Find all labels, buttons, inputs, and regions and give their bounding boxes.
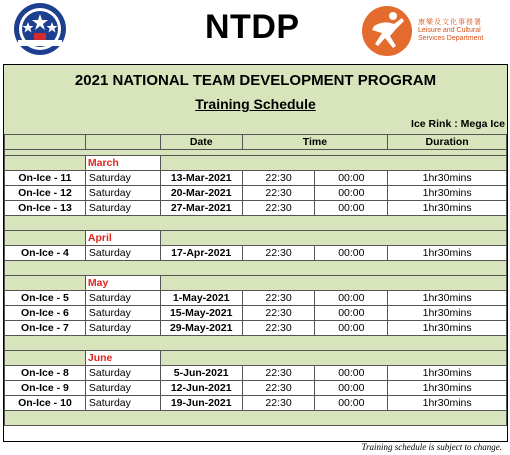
table-row: On-Ice - 11 Saturday 13-Mar-2021 22:30 00:00 1hr30mins	[5, 171, 507, 186]
month-row-april	[5, 231, 507, 246]
month-row-may	[5, 276, 507, 291]
brand-title: NTDP	[205, 8, 300, 46]
table-row: On-Ice - 13 Saturday 27-Mar-2021 22:30 00:00 1hr30mins	[5, 201, 507, 216]
table-row: On-Ice - 8 Saturday 5-Jun-2021 22:30 00:00 1hr30mins	[5, 366, 507, 381]
month-label: June	[85, 351, 160, 366]
month-row-june	[5, 351, 507, 366]
schedule-footnote: Training schedule is subject to change.	[361, 442, 502, 452]
schedule-sheet	[3, 64, 508, 442]
month-label: April	[85, 231, 160, 246]
month-label: March	[85, 156, 160, 171]
table-row: On-Ice - 5 Saturday 1-May-2021 22:30 00:00 1hr30mins	[5, 291, 507, 306]
month-label: May	[85, 276, 160, 291]
lcsd-figure-icon	[360, 2, 414, 60]
program-title: 2021 NATIONAL TEAM DEVELOPMENT PROGRAM	[74, 72, 437, 89]
lcsd-logo	[360, 2, 508, 60]
spacer-row	[5, 411, 507, 426]
schedule-table	[4, 134, 507, 426]
lcsd-name: 康樂及文化事務署 Leisure and Cultural Services Department	[418, 19, 484, 42]
ice-rink-label: Ice Rink : Mega Ice	[411, 118, 505, 130]
title-band	[4, 65, 507, 135]
table-row: On-Ice - 6 Saturday 15-May-2021 22:30 00:00 1hr30mins	[5, 306, 507, 321]
table-row: On-Ice - 9 Saturday 12-Jun-2021 22:30 00:00 1hr30mins	[5, 381, 507, 396]
table-row: On-Ice - 7 Saturday 29-May-2021 22:30 00:00 1hr30mins	[5, 321, 507, 336]
table-row: On-Ice - 4 Saturday 17-Apr-2021 22:30 00:00 1hr30mins	[5, 246, 507, 261]
duration-column-header: Duration	[388, 135, 507, 150]
page-header	[0, 0, 510, 62]
time-column-header: Time	[242, 135, 388, 150]
schedule-subtitle: Training Schedule	[195, 96, 316, 112]
date-column-header: Date	[160, 135, 242, 150]
table-row: On-Ice - 12 Saturday 20-Mar-2021 22:30 00:00 1hr30mins	[5, 186, 507, 201]
spacer-row	[5, 216, 507, 231]
table-row: On-Ice - 10 Saturday 19-Jun-2021 22:30 00:00 1hr30mins	[5, 396, 507, 411]
hockey-association-seal-icon	[8, 2, 72, 56]
spacer-row	[5, 261, 507, 276]
spacer-row	[5, 336, 507, 351]
table-header-row	[5, 135, 507, 150]
month-row-march	[5, 156, 507, 171]
